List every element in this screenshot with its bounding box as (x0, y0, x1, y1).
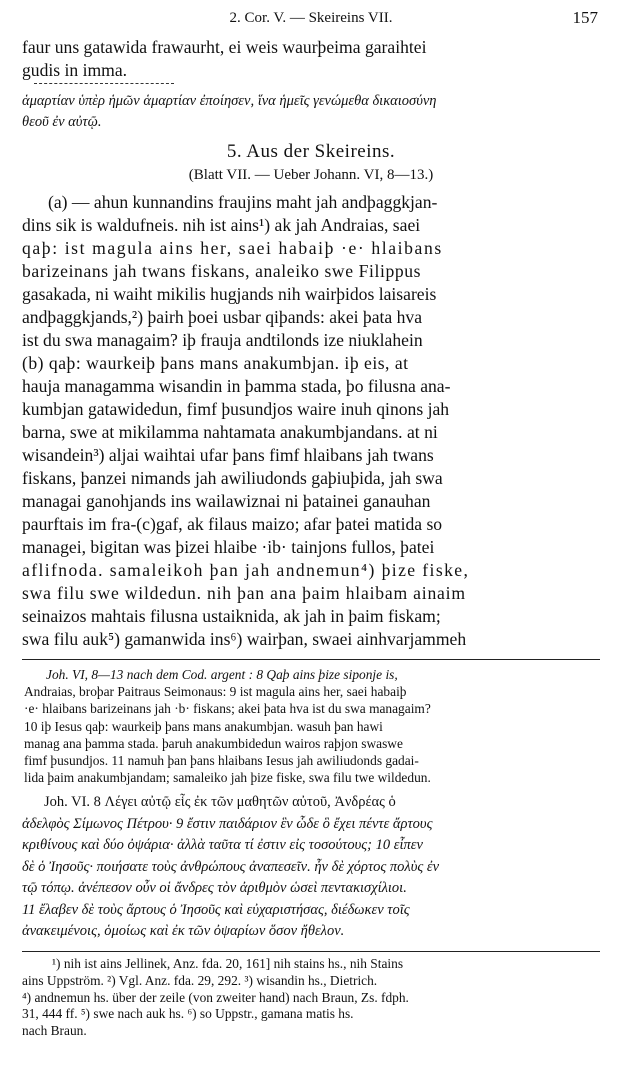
greek-apparatus-line: ἀδελφὸς Σίμωνος Πέτρου· 9 ἔστιν παιδάριον ἓν ὧδε ὃ ἔχει πέντε ἄρτους (22, 815, 433, 832)
text-line: aflifnoda. samaleikoh þan jah andnemun⁴) þize fiske, (22, 560, 470, 580)
text-line: hauja managamma wisandin in þamma stada, þo filusna ana- (22, 376, 451, 396)
text-line: swa filu auk⁵) gamanwida ins⁶) wairþan, swaei ainhvarjammeh (22, 629, 467, 649)
text-line: fiskans, þanzei nimands jah awiliudonds gaþiuþida, jah swa (22, 468, 443, 488)
text-line: gudis in imma. (22, 60, 128, 80)
text-line: faur uns gatawida frawaurht, ei weis waurþeima garaihtei (22, 37, 427, 57)
greek-apparatus-line: κριθίνους καὶ δύο ὀψάρια· ἀλλὰ ταῦτα τί ἐστιν εἰς τοσούτους; 10 εἶπεν (22, 837, 423, 854)
text-line: barna, swe at mikilamma nahtamata anakumbjandans. at ni (22, 422, 438, 442)
text-line: qaþ: ist magula ains her, saei habaiþ ·e· hlaibans (22, 238, 443, 258)
apparatus-line: fimf þusundjos. 11 namuh þan þans hlaibans Iesus jah awiliudonds gadai- (24, 753, 419, 769)
apparatus-line: 10 iþ Iesus qaþ: waurkeiþ þans mans anakumbjan. wasuh þan hawi (24, 718, 383, 734)
main-text-block (22, 191, 600, 651)
footnote-line: ⁴) andnemun hs. über der zeile (von zweiter hand) nach Braun, Zs. fdph. (22, 989, 409, 1005)
footnote-line: ains Uppström. ²) Vgl. Anz. fda. 29, 292. ³) wisandin hs., Dietrich. (22, 972, 378, 988)
section-title: 5. Aus der Skeireins. (226, 141, 396, 162)
section-subtitle: (Blatt VII. — Ueber Johann. VI, 8—13.) (188, 167, 434, 183)
text-line: managai ganohjands ins wailawiznai ni þatainei ganauhan (22, 491, 431, 511)
apparatus-line: Andraias, broþar Paitraus Seimonaus: 9 ist magula ains her, saei habaiþ (24, 684, 407, 700)
apparatus-line: lida þaim anakumbjandam; samaleiko jah þize fiske, swa filu twe wildedun. (24, 770, 431, 786)
apparatus-line: ·e· hlaibans barizeinans jah ·b· fiskans; akei þata hva ist du swa managaim? (24, 701, 431, 717)
greek-apparatus-line: τῷ τόπῳ. ἀνέπεσον οὖν οἱ ἄνδρες τὸν ἀριθμὸν ὡσεὶ πεντακισχίλιοι. (22, 880, 407, 897)
top-text-block (22, 36, 600, 82)
text-line: ist du swa managaim? iþ frauja andtilonds ize niuklahein (22, 330, 423, 350)
footnote-line: nach Braun. (22, 1023, 87, 1039)
page-number: 157 (572, 8, 598, 27)
text-line: kumbjan gatawidedun, fimf þusundjos waire inuh qinons jah (22, 399, 450, 419)
dashed-divider (34, 83, 174, 90)
apparatus-gothic (22, 666, 600, 786)
footnote-rule (22, 951, 600, 952)
text-line: (a) — ahun kunnandins fraujins maht jah andþaggkjan- (48, 192, 438, 212)
apparatus-rule (22, 659, 600, 660)
text-line: wisandein³) aljai waihtai ufar þans fimf hlaibans jah twans (22, 445, 434, 465)
text-line: dins sik is waldufneis. nih ist ains¹) ak jah Andraias, saei (22, 215, 421, 235)
running-head: 2. Cor. V. — Skeireins VII. (229, 10, 393, 26)
greek-apparatus-line: δὲ ὁ Ἰησοῦς· ποιήσατε τοὺς ἀνθρώπους ἀναπεσεῖν. ἦν δὲ χόρτος πολὺς ἐν (22, 858, 440, 875)
greek-line: ἁμαρτίαν ὑπὲρ ἡμῶν ἁμαρτίαν ἐποίησεν, ἵνα ἡμεῖς γενώμεθα δικαιοσύνη (22, 93, 437, 109)
page-header (22, 8, 600, 36)
top-greek-block (22, 91, 600, 133)
text-line: managei, bigitan was þizei hlaibe ·ib· tainjons fullos, þatei (22, 537, 435, 557)
greek-line: θεοῦ ἐν αὐτῷ. (22, 114, 102, 130)
text-line: andþaggkjands,²) þairh þoei usbar qiþands: akei þata hva (22, 307, 423, 327)
apparatus-line: manag ana þamma stada. þaruh anakumbidedun wairos raþjon swaswe (24, 735, 403, 751)
text-line: swa filu swe wildedun. nih þan ana þaim hlaibam ainaim (22, 583, 466, 603)
greek-apparatus-line: ἀνακειμένοις, ὁμοίως καὶ ἐκ τῶν ὀψαρίων ὅσον ἤθελον. (22, 923, 345, 940)
apparatus-line: Joh. VI, 8—13 nach dem Cod. argent : 8 Qaþ ains þize siponje is, (46, 667, 398, 682)
greek-apparatus-line: 11 ἔλαβεν δὲ τοὺς ἄρτους ὁ Ἰησοῦς καὶ εὐχαριστήσας, διέδωκεν τοῖς (22, 901, 410, 918)
footnote-line: 31, 444 ff. ⁵) swe nach auk hs. ⁶) so Uppstr., gamana matis hs. (22, 1006, 354, 1022)
apparatus-greek (22, 792, 600, 943)
text-line: barizeinans jah twans fiskans, analeiko swe Filippus (22, 261, 422, 281)
text-line: (b) qaþ: waurkeiþ þans mans anakumbjan. iþ eis, at (22, 353, 409, 373)
text-line: gasakada, ni waiht mikilis hugjands nih wairþidos laisareis (22, 284, 437, 304)
greek-apparatus-line: Joh. VI. 8 Λέγει αὐτῷ εἷς ἐκ τῶν μαθητῶν αὐτοῦ, Ἀνδρέας ὁ (44, 794, 396, 811)
footnotes (22, 956, 600, 1040)
text-line: paurftais im fra-(c)gaf, ak filaus maizo; afar þatei matida so (22, 514, 443, 534)
footnote-line: ¹) nih ist ains Jellinek, Anz. fda. 20, 161] nih stains hs., nih Stains (52, 955, 404, 971)
text-line: seinaizos mahtais filusna ustaiknida, ak jah in þaim fiskam; (22, 606, 441, 626)
